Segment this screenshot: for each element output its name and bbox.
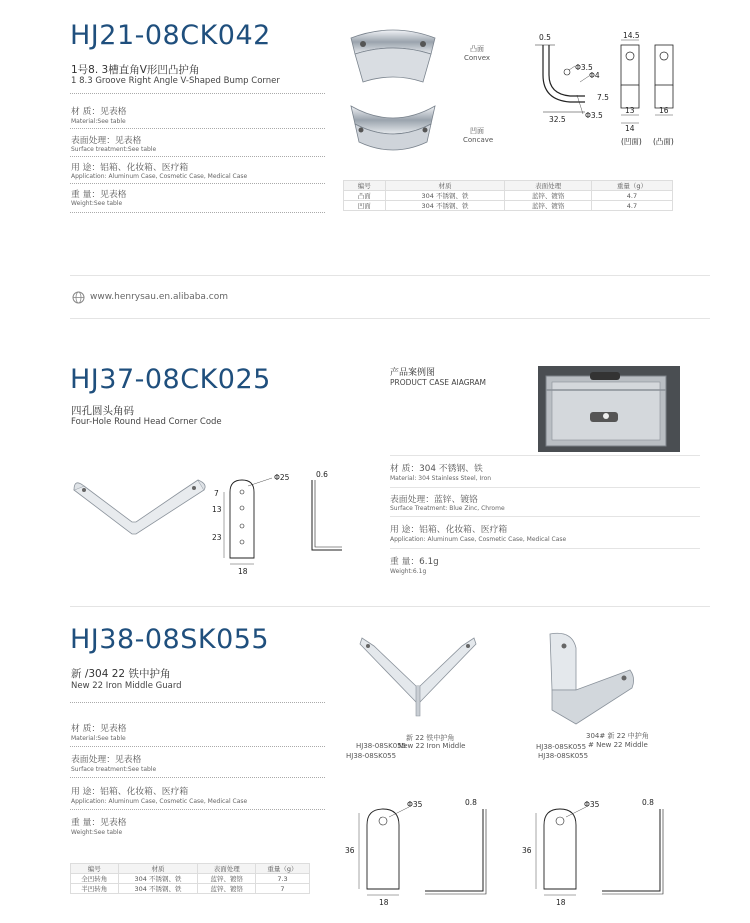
convex-label-cn: 凸面 (470, 45, 484, 53)
stainless-middle-guard-image (540, 628, 640, 728)
material-cn: 材 质：304 不锈钢、铁 (390, 464, 483, 474)
table-cell: 凸面 (344, 191, 386, 201)
weight-cn: 重 量：见表格 (71, 190, 127, 200)
material-en: Material:See table (71, 735, 126, 742)
dim-label: Φ3.5 (585, 111, 603, 120)
table-header: 重量（g） (591, 181, 672, 191)
concave-corner-image (343, 100, 443, 160)
dim-label: Φ3.5 (575, 63, 593, 72)
material-en: Material: 304 Stainless Steel, Iron (390, 475, 492, 482)
dim-label: 18 (556, 898, 566, 907)
convex-label-en: Convex (464, 54, 491, 62)
product-title-en: 1 8.3 Groove Right Angle V-Shaped Bump Corner (71, 76, 280, 86)
divider (70, 606, 710, 607)
divider (70, 128, 325, 129)
dim-label: 7 (214, 489, 219, 498)
dim-label: 7.5 (597, 93, 609, 102)
use-cn: 用 途：铝箱、化妆箱、医疗箱 (71, 787, 189, 797)
weight-en: Weight:6.1g (390, 568, 427, 575)
right-caption-en: # New 22 Middle (588, 741, 648, 749)
dim-label: 36 (522, 846, 532, 855)
product-title-cn: 1号8. 3槽直角V形凹凸护角 (71, 64, 200, 76)
dim-label: Φ35 (407, 800, 423, 809)
divider (70, 746, 325, 747)
divider (70, 275, 710, 276)
table-cell: 蓝锌、镀铬 (198, 874, 256, 884)
concave-label-en: Concave (463, 136, 494, 144)
surface-cn: 表面处理：见表格 (71, 136, 142, 146)
table-cell: 蓝锌、镀铬 (505, 191, 592, 201)
weight-en: Weight:See table (71, 200, 123, 207)
product-title-cn: 四孔圆头角码 (71, 405, 134, 417)
table-cell: 7.3 (256, 874, 310, 884)
dim-label: (凹面) (621, 137, 642, 146)
convex-corner-image (343, 20, 443, 90)
table-row (344, 201, 673, 211)
table-cell: 304 不锈钢、铁 (118, 874, 198, 884)
right-code: HJ38-08SK055 (536, 743, 587, 751)
case-title-en: PRODUCT CASE AIAGRAM (390, 378, 487, 387)
table-cell: 7 (256, 884, 310, 894)
table-cell: 全凹转角 (71, 874, 119, 884)
case-photo (538, 366, 680, 452)
dim-label: 16 (659, 106, 669, 115)
dim-label: 13 (212, 505, 222, 514)
surface-en: Surface treatment:See table (71, 146, 157, 153)
surface-en: Surface Treatment: Blue Zinc, Chrome (390, 505, 505, 512)
iron-middle-guard-image (356, 636, 480, 720)
dim-label: 14.5 (623, 31, 640, 40)
use-en: Application: Aluminum Case, Cosmetic Case, Medical Case (71, 173, 248, 180)
divider (390, 455, 700, 456)
table-row (344, 191, 673, 201)
table-cell: 4.7 (591, 201, 672, 211)
table-cell: 蓝锌、镀铬 (505, 201, 592, 211)
surface-cn: 表面处理：蓝锌、镀铬 (390, 495, 478, 505)
case-title-cn: 产品案例图 (390, 368, 436, 378)
corner-code-image (70, 476, 210, 546)
table-cell: 蓝锌、镀铬 (198, 884, 256, 894)
surface-en: Surface treatment:See table (71, 766, 157, 773)
dim-label: 18 (238, 567, 248, 576)
globe-icon (72, 291, 85, 304)
use-cn: 用 途：铝箱、化妆箱、医疗箱 (71, 163, 189, 173)
left-code: HJ38-08SK055 (356, 742, 407, 750)
dim-label: Φ35 (584, 800, 600, 809)
divider (70, 212, 325, 213)
table-header: 表面处理 (198, 864, 256, 874)
dim-label: (凸面) (653, 137, 674, 146)
material-cn: 材 质：见表格 (71, 107, 127, 117)
product-title-en: Four-Hole Round Head Corner Code (71, 417, 222, 427)
surface-cn: 表面处理：见表格 (71, 755, 142, 765)
use-en: Application: Aluminum Case, Cosmetic Case, Medical Case (390, 536, 567, 543)
table-header: 材质 (118, 864, 198, 874)
divider (390, 548, 700, 549)
table-header: 重量（g） (256, 864, 310, 874)
dim-label: 0.5 (539, 33, 551, 42)
table-cell: 凹面 (344, 201, 386, 211)
weight-cn: 重 量：见表格 (71, 818, 127, 828)
product-model-hj21: HJ21-08CK042 (70, 20, 271, 51)
left-caption-cn: 新 22 铁中护角 (406, 734, 455, 742)
divider (70, 183, 325, 184)
right-code: HJ38-08SK055 (538, 752, 589, 760)
dim-label: 13 (625, 106, 635, 115)
use-en: Application: Aluminum Case, Cosmetic Case, Medical Case (71, 798, 248, 805)
divider (70, 702, 325, 703)
hj38-spec-table (70, 863, 310, 894)
right-caption-cn: 304# 新 22 中护角 (586, 732, 649, 740)
divider (70, 777, 325, 778)
divider (390, 516, 700, 517)
dim-label: 32.5 (549, 115, 566, 124)
product-title-en: New 22 Iron Middle Guard (71, 681, 182, 691)
material-cn: 材 质：见表格 (71, 724, 127, 734)
dim-label: 0.6 (316, 470, 328, 479)
website-link[interactable]: www.henrysau.en.alibaba.com (90, 292, 229, 302)
dim-label: 36 (345, 846, 355, 855)
divider (70, 809, 325, 810)
divider (70, 318, 710, 319)
table-header: 编号 (344, 181, 386, 191)
dim-label: 23 (212, 533, 222, 542)
divider (390, 487, 700, 488)
hj21-spec-table (343, 180, 673, 211)
dim-label: 18 (379, 898, 389, 907)
material-en: Material:See table (71, 118, 126, 125)
table-cell: 4.7 (591, 191, 672, 201)
dim-label: 0.8 (642, 798, 654, 807)
dim-label: Φ25 (274, 473, 290, 482)
weight-en: Weight:See table (71, 829, 123, 836)
hj38-right-drawing (522, 795, 672, 917)
divider (70, 156, 325, 157)
dim-label: 0.8 (465, 798, 477, 807)
table-row (71, 874, 310, 884)
product-model-hj37: HJ37-08CK025 (70, 364, 271, 395)
table-cell: 半凹转角 (71, 884, 119, 894)
table-cell: 304 不锈钢、铁 (385, 191, 505, 201)
table-cell: 304 不锈钢、铁 (385, 201, 505, 211)
left-caption-en: New 22 Iron Middle (398, 742, 466, 750)
weight-cn: 重 量：6.1g (390, 557, 439, 567)
table-header: 表面处理 (505, 181, 592, 191)
divider (70, 93, 325, 94)
dim-label: Φ4 (589, 71, 600, 80)
table-header: 材质 (385, 181, 505, 191)
use-cn: 用 途：铝箱、化妆箱、医疗箱 (390, 525, 508, 535)
table-header: 编号 (71, 864, 119, 874)
hj37-technical-drawing (212, 468, 342, 578)
concave-label-cn: 凹面 (470, 127, 484, 135)
hj38-left-drawing (345, 795, 495, 917)
dim-label: 14 (625, 124, 635, 133)
table-cell: 304 不锈钢、铁 (118, 884, 198, 894)
hj21-technical-drawing (525, 30, 700, 150)
left-code: HJ38-08SK055 (346, 752, 397, 760)
table-row (71, 884, 310, 894)
product-title-cn: 新 /304 22 铁中护角 (71, 668, 171, 680)
product-model-hj38: HJ38-08SK055 (70, 624, 270, 655)
